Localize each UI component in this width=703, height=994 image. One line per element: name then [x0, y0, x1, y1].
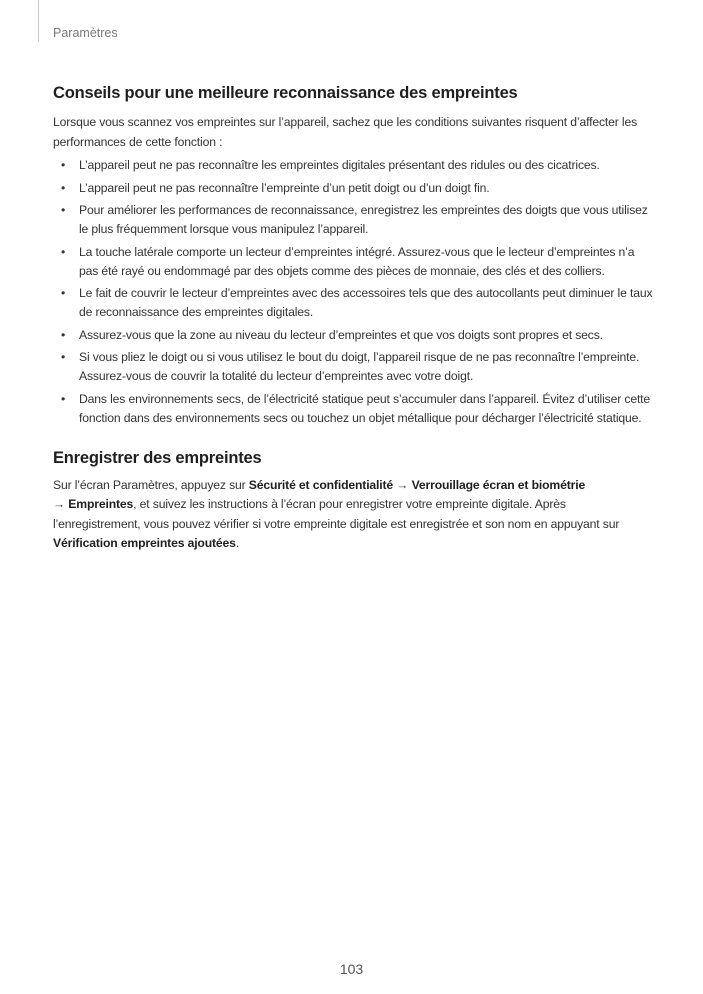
arrow-icon: →	[393, 477, 412, 492]
page-number: 103	[339, 961, 364, 977]
section-title-register: Enregistrer des empreintes	[53, 448, 262, 467]
menu-path-security: Sécurité et confidentialité	[248, 477, 394, 492]
list-item: • L’appareil peut ne pas reconnaître les empreintes digitales présentant des ridules ou des cicatrices.	[53, 156, 653, 175]
list-item: • Dans les environnements secs, de l’électricité statique peut s’accumuler dans l’appareil. Évitez d’utiliser cette fonction dans des environnements secs ou touchez un objet métallique pour décharger l’électricité statique.	[61, 391, 651, 425]
bullet-icon: •	[61, 180, 66, 195]
tips-intro: Lorsque vous scannez vos empreintes sur l’appareil, sachez que les conditions suivantes risquent d’affecter les performances de cette fonction :	[53, 115, 638, 149]
register-instructions: Sur l’écran Paramètres, appuyez sur Sécurité et confidentialité → Verrouillage écran et biométrie → Empreintes, et suivez les instructions à l’écran pour enregistrer votre empreinte digitale. Après l’enregistrement, vous pouvez vérifier si votre empreinte digitale est enregistrée et son nom en appuyant sur Vérification empreintes ajoutées.	[53, 477, 620, 550]
bullet-icon: •	[61, 286, 66, 300]
list-item: • Pour améliorer les performances de reconnaissance, enregistrez les empreintes des doigts que vous utilisez le plus fréquemment lorsque vous manipulez l’appareil.	[61, 203, 648, 236]
bullet-icon: •	[61, 203, 66, 217]
page-content	[53, 83, 653, 554]
section-title-tips: Conseils pour une meilleure reconnaissance des empreintes	[53, 84, 518, 102]
bullet-icon: •	[61, 350, 66, 364]
arrow-icon: →	[53, 497, 69, 511]
list-item: • Le fait de couvrir le lecteur d’empreintes avec des accessoires tels que des autocollants peut diminuer le taux de reconnaissance des empreintes digitales.	[61, 286, 653, 319]
bullet-icon: •	[61, 244, 66, 259]
tips-list	[53, 156, 653, 428]
list-item: • Si vous pliez le doigt ou si vous utilisez le bout du doigt, l’appareil risque de ne pas reconnaître l’empreinte. Assurez-vous de couvrir la totalité du lecteur d’empreintes avec votre doigt.	[61, 350, 640, 383]
bullet-icon: •	[61, 158, 66, 172]
list-item: • Assurez-vous que la zone au niveau du lecteur d’empreintes et que vos doigts sont propres et secs.	[53, 326, 653, 345]
list-item: • L’appareil peut ne pas reconnaître l’empreinte d’un petit doigt ou d’un doigt fin.	[53, 179, 653, 198]
bullet-icon: •	[61, 391, 66, 406]
list-item: • La touche latérale comporte un lecteur d’empreintes intégré. Assurez-vous que le lecteur d’empreintes n’a pas été rayé ou endommagé par des objets comme des pièces de monnaie, des clés et des colliers.	[61, 244, 635, 278]
header-rule	[38, 0, 39, 42]
menu-path-fingerprints: Empreintes	[68, 497, 134, 511]
section-header: Paramètres	[53, 26, 118, 40]
menu-path-check-fingerprints: Vérification empreintes ajoutées	[53, 536, 236, 550]
bullet-icon: •	[61, 327, 66, 342]
menu-path-lockscreen: Verrouillage écran et biométrie	[411, 477, 586, 492]
